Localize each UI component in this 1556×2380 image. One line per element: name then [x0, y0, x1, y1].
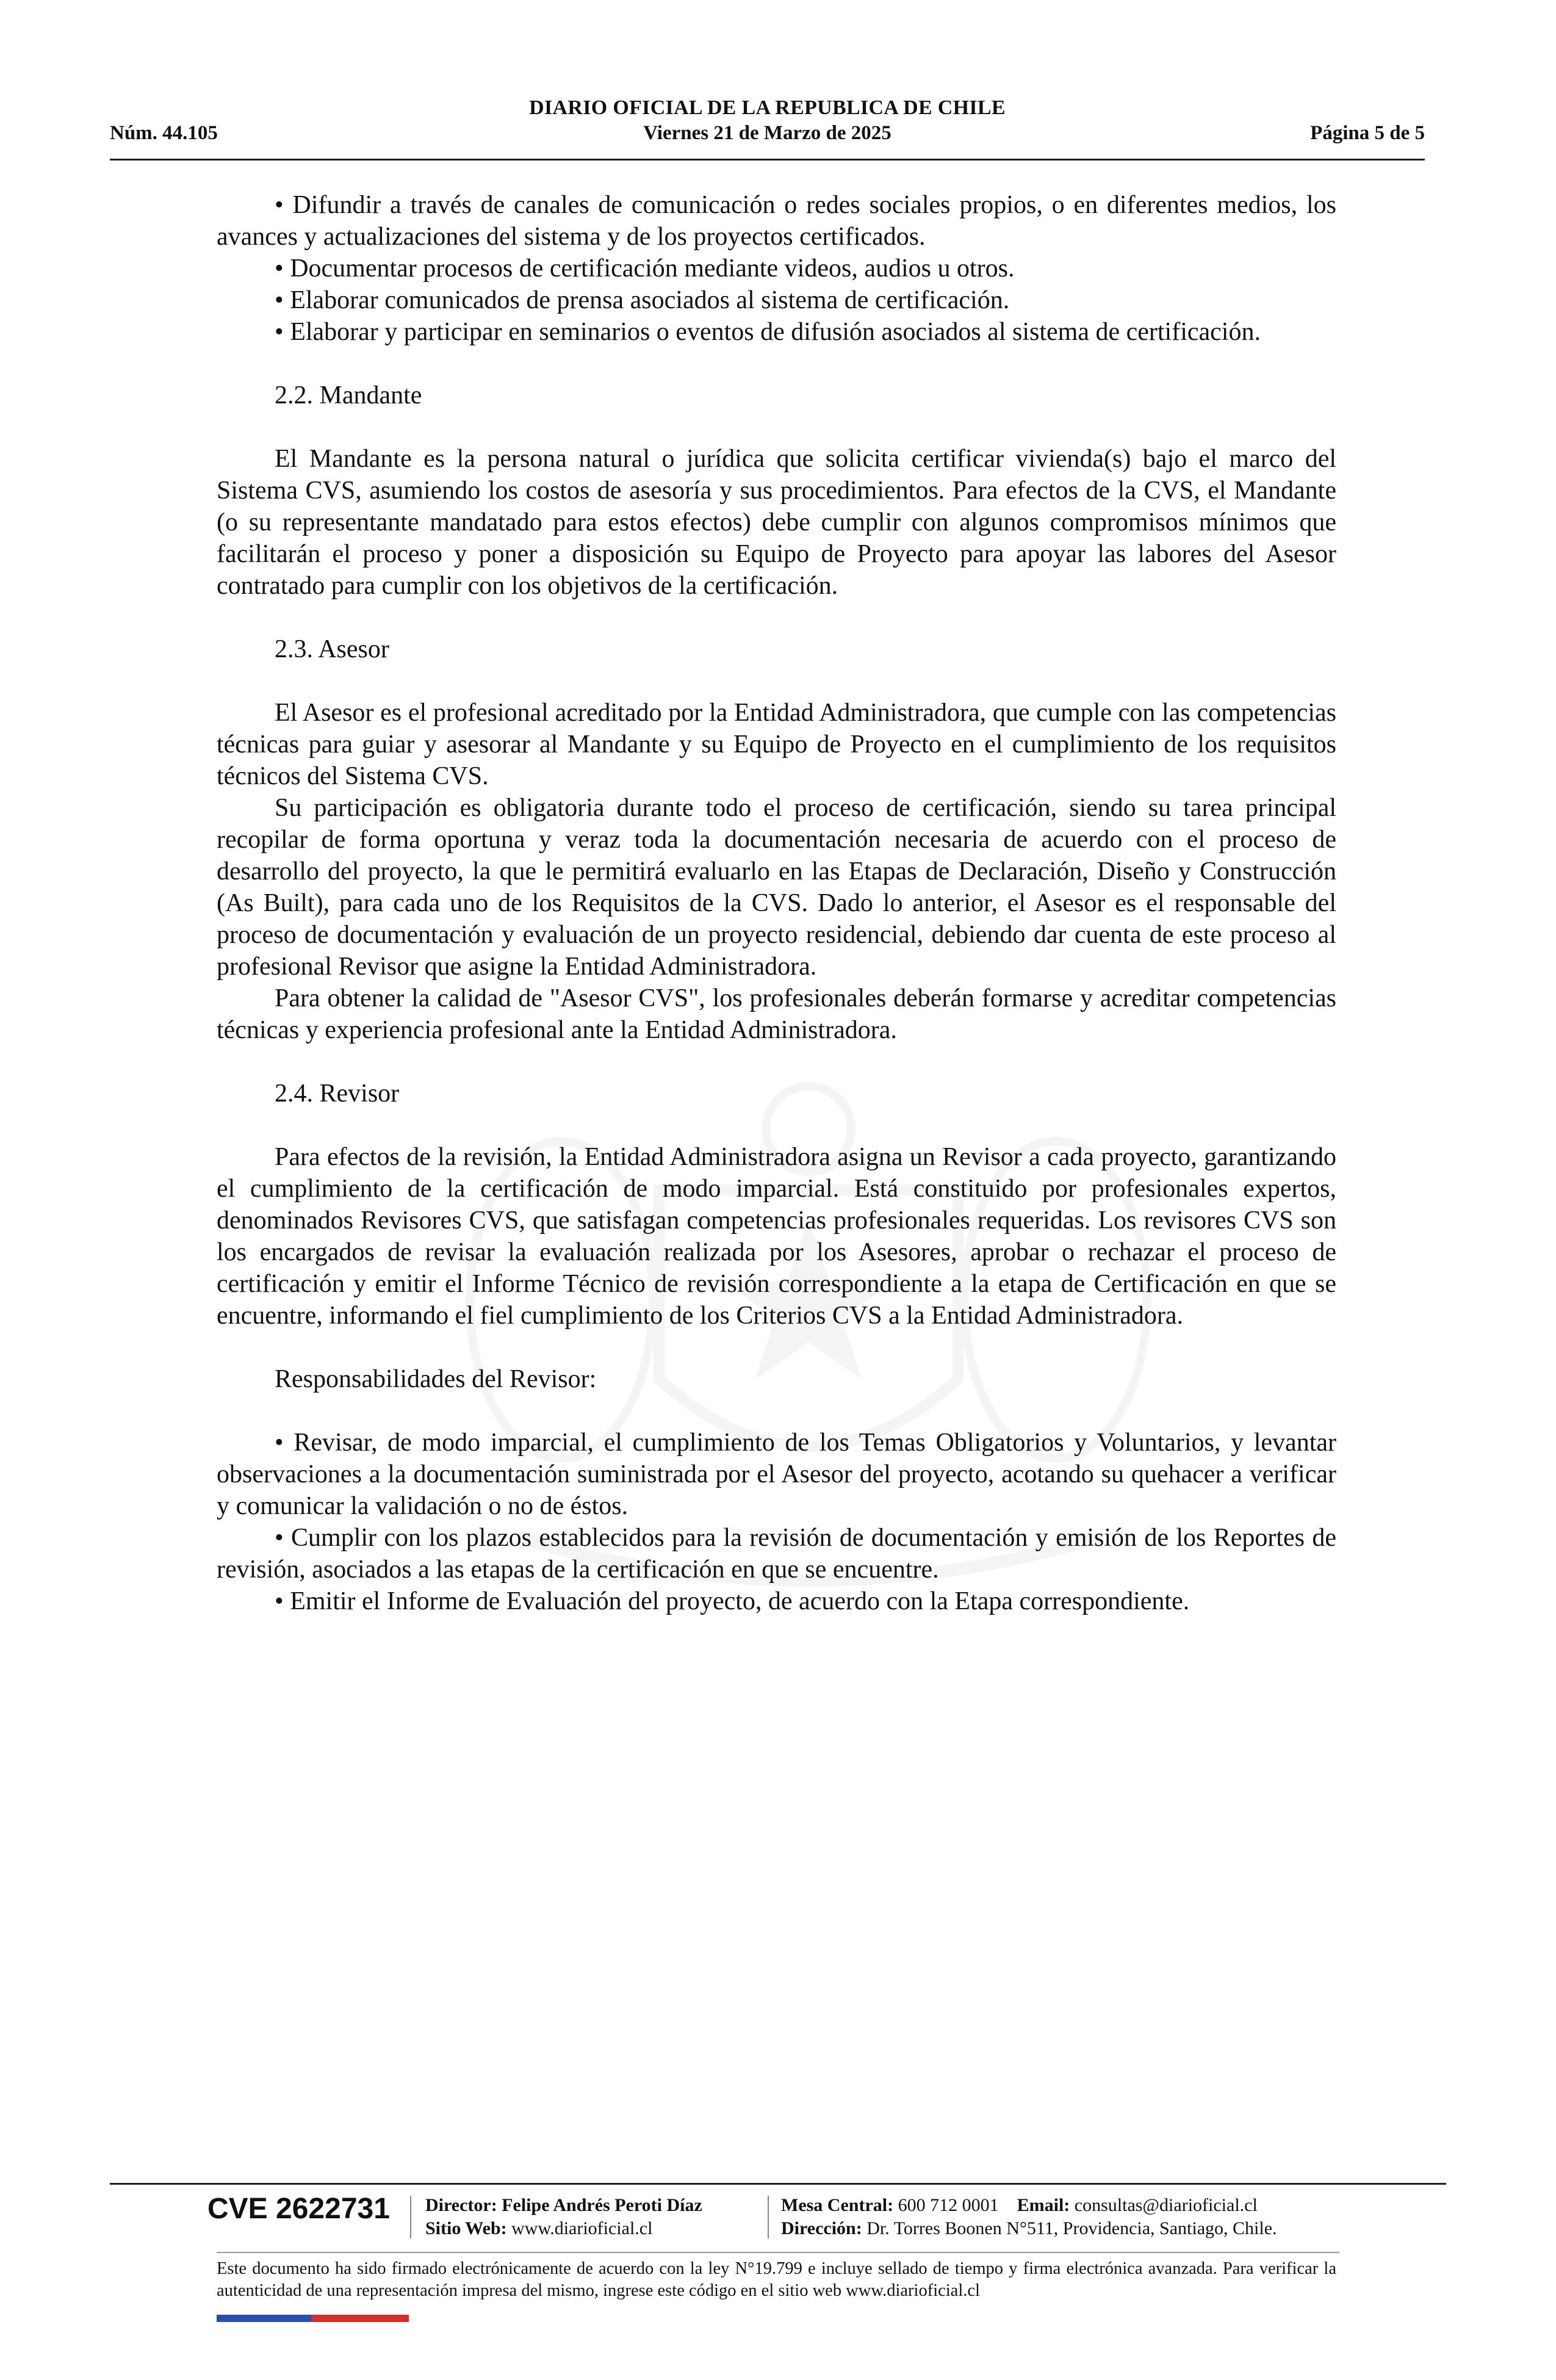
publication-title: DIARIO OFICIAL DE LA REPUBLICA DE CHILE [529, 96, 1006, 119]
body-paragraph: Su participación es obligatoria durante todo el proceso de certificación, siendo su tarea principal recopilar de forma oportuna y veraz toda la documentación necesaria de acuerdo con el proceso de desarrollo del proyecto, la que le permitirá evaluarlo en las Etapas de Declaración, Diseño y Construcción (As Built), para cada uno de los Requisitos de la CVS. Dado lo anterior, el Asesor es el responsable del proceso de documentación y evaluación de un proyecto residencial, debiendo dar cuenta de este proceso al profesional Revisor que asigne la Entidad Administradora. [217, 794, 1336, 981]
footer-separator [410, 2196, 411, 2238]
bullet-paragraph: • Documentar procesos de certificación mediante videos, audios u otros. [275, 254, 1015, 283]
website-label: Sitio Web: [425, 2218, 507, 2238]
body-paragraph: Para obtener la calidad de "Asesor CVS", los profesionales deberán formarse y acreditar competencias técnicas y experiencia profesional ante la Entidad Administradora. [217, 984, 1336, 1044]
flag-stripe-red [311, 2315, 409, 2322]
bullet-paragraph: • Elaborar y participar en seminarios o eventos de difusión asociados al sistema de certificación. [275, 318, 1261, 346]
address-label: Dirección: [781, 2218, 862, 2238]
director-name: Felipe Andrés Peroti Díaz [502, 2195, 702, 2215]
section-heading: 2.3. Asesor [275, 635, 389, 663]
body-paragraph: El Asesor es el profesional acreditado por la Entidad Administradora, que cumple con las competencias técnicas para guiar y asesorar al Mandante y su Equipo de Proyecto en el cumplimiento de los requisitos técnicos del Sistema CVS. [217, 699, 1336, 790]
website-link[interactable]: www.diarioficial.cl [511, 2218, 653, 2238]
footer-contact-block [781, 2194, 1277, 2240]
email-link[interactable]: consultas@diarioficial.cl [1074, 2195, 1258, 2215]
email-label: Email: [1017, 2195, 1070, 2215]
bullet-paragraph: • Emitir el Informe de Evaluación del proyecto, de acuerdo con la Etapa correspondiente. [275, 1587, 1190, 1615]
body-paragraph: Para efectos de la revisión, la Entidad Administradora asigna un Revisor a cada proyecto, garantizando el cumplimiento de la certificación de modo imparcial. Está constituido por profesionales expertos, denominados Revisores CVS, que satisfagan competencias profesionales requeridas. Los revisores CVS son los encargados de revisar la evaluación realizada por los Asesores, aprobar o rechazar el proceso de certificación y emitir el Informe Técnico de revisión correspondiente a la etapa de Certificación en que se encuentre, informando el fiel cumplimiento de los Criterios CVS a la Entidad Administradora. [217, 1143, 1336, 1330]
director-label: Director: [425, 2195, 497, 2215]
footer-separator [768, 2196, 769, 2238]
body-paragraph: El Mandante es la persona natural o jurídica que solicita certificar vivienda(s) bajo el marco del Sistema CVS, asumiendo los costos de asesoría y sus procedimientos. Para efectos de la CVS, el Mandante (o su representante mandatado para estos efectos) debe cumplir con algunos compromisos mínimos que facilitarán el proceso y poner a disposición su Equipo de Proyecto para apoyar las labores del Asesor contratado para cumplir con los objetivos de la certificación. [217, 445, 1336, 600]
mesa-label: Mesa Central: [781, 2195, 894, 2215]
bullet-paragraph: • Revisar, de modo imparcial, el cumplimiento de los Temas Obligatorios y Voluntarios, y levantar observaciones a la documentación suministrada por el Asesor del proyecto, acotando su quehacer a verificar y comunicar la validación o no de éstos. [217, 1429, 1336, 1520]
flag-stripe-blue [217, 2315, 311, 2322]
section-heading: 2.4. Revisor [275, 1080, 400, 1108]
bullet-paragraph: • Elaborar comunicados de prensa asociados al sistema de certificación. [275, 286, 1010, 314]
subsection-label: Responsabilidades del Revisor: [275, 1365, 597, 1393]
issue-number: Núm. 44.105 [110, 122, 218, 144]
section-heading: 2.2. Mandante [275, 381, 422, 409]
mesa-phone: 600 712 0001 [898, 2195, 999, 2215]
bullet-paragraph: • Difundir a través de canales de comunicación o redes sociales propios, o en diferentes medios, los avances y actualizaciones del sistema y de los proyectos certificados. [217, 191, 1336, 251]
page-indicator: Página 5 de 5 [1310, 122, 1425, 144]
footer-director-block [425, 2194, 702, 2240]
footer-inner-divider [217, 2252, 1339, 2253]
page-header [110, 92, 1425, 160]
address-value: Dr. Torres Boonen N°511, Providencia, Santiago, Chile. [866, 2218, 1277, 2238]
signature-note: Este documento ha sido firmado electrónicamente de acuerdo con la ley N°19.799 e incluye sellado de tiempo y firma electrónica avanzada. Para verificar la autenticidad de una representación impresa del mismo, ingrese este código en el sitio web www.diarioficial.cl [217, 2259, 1336, 2300]
footer-divider [110, 2183, 1446, 2185]
bullet-paragraph: • Cumplir con los plazos establecidos para la revisión de documentación y emisión de los Reportes de revisión, asociados a las etapas de la certificación en que se encuentre. [217, 1524, 1336, 1584]
document-body [217, 189, 1336, 1617]
publication-date: Viernes 21 de Marzo de 2025 [643, 122, 891, 144]
cve-code: CVE 2622731 [207, 2193, 390, 2225]
